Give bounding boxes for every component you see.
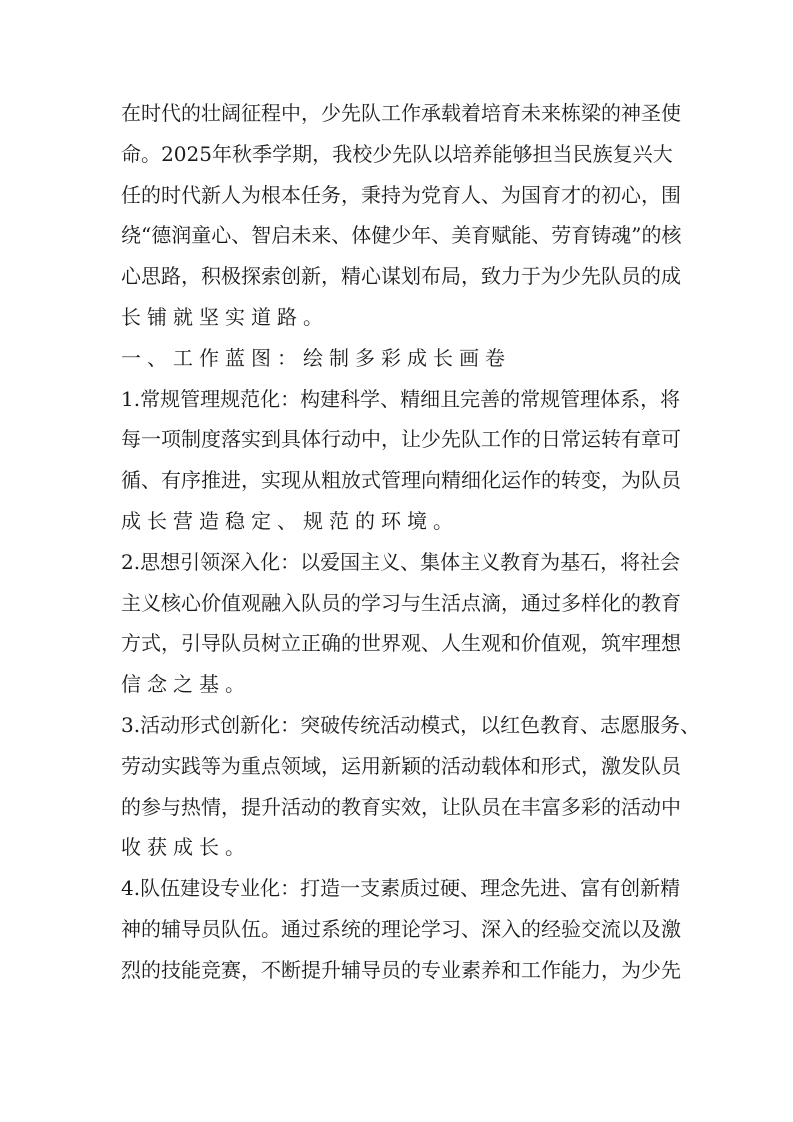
heading-line: 一、工作蓝图：绘制多彩成长画卷 xyxy=(121,345,511,370)
text-line: 命 。 2025 年 秋 季 学 期 ， 我 校 少 先 队 以 培 养 能 够 担 当 民 族 复 兴 大 xyxy=(121,141,673,166)
text-line: 在 时 代 的 壮 阔 征 程 中 ， 少 先 队 工 作 承 载 着 培 育 未 来 栋 梁 的 神 圣 使 xyxy=(121,101,681,125)
text-line: 烈 的 技 能 竞 赛 ， 不 断 提 升 辅 导 员 的 专 业 素 养 和 工 作 能 力 ， 为 少 先 xyxy=(121,957,681,982)
document-page xyxy=(121,93,701,991)
text-line: 神 的 辅 导 员 队 伍 。 通 过 系 统 的 理 论 学 习 、 深 入 的 经 验 交 流 以 及 激 xyxy=(121,916,681,941)
text-line: 收获成长。 xyxy=(121,835,251,860)
text-line: 主 义 核 心 价 值 观 融 入 队 员 的 学 习 与 生 活 点 滴 ， 通 过 多 样 化 的 教 育 xyxy=(121,590,681,615)
item-4-paragraph xyxy=(121,868,681,990)
item-1-paragraph xyxy=(121,379,681,542)
text-line: 2. 思 想 引 领 深 入 化 ： 以 爱 国 主 义 、 集 体 主 义 教 育 为 基 石 ， 将 社 会 xyxy=(121,549,681,574)
text-line: 4. 队 伍 建 设 专 业 化 ： 打 造 一 支 素 质 过 硬 、 理 念 先 进 、 富 有 创 新 精 xyxy=(121,876,681,901)
text-line: 劳 动 实 践 等 为 重 点 领 域 ， 运 用 新 颖 的 活 动 载 体 和 形 式 ， 激 发 队 员 xyxy=(121,753,681,778)
text-line: 3. 活 动 形 式 创 新 化 ： 突 破 传 统 活 动 模 式 ， 以 红 色 教 育 、 志 愿 服 务 、 xyxy=(121,712,701,737)
section-heading xyxy=(121,338,673,379)
text-line: 绕 “ 德 润 童 心 、 智 启 未 来 、 体 健 少 年 、 美 育 赋 能 、 劳 育 铸 魂 ” 的 核 xyxy=(121,223,682,248)
text-line: 每 一 项 制 度 落 实 到 具 体 行 动 中 ， 让 少 先 队 工 作 的 日 常 运 转 有 章 可 xyxy=(121,427,681,452)
text-line: 的 参 与 热 情 ， 提 升 活 动 的 教 育 实 效 ， 让 队 员 在 丰 富 多 彩 的 活 动 中 xyxy=(121,794,681,819)
text-line: 长铺就坚实道路。 xyxy=(121,304,329,329)
text-line: 任 的 时 代 新 人 为 根 本 任 务 ， 秉 持 为 党 育 人 、 为 国 育 才 的 初 心 ， 围 xyxy=(121,182,681,207)
intro-paragraph xyxy=(121,93,682,338)
text-line: 信念之基。 xyxy=(121,672,251,697)
text-line: 方 式 ， 引 导 队 员 树 立 正 确 的 世 界 观 、 人 生 观 和 价 值 观 ， 筑 牢 理 想 xyxy=(121,631,681,656)
text-line: 心 思 路 ， 积 极 探 索 创 新 ， 精 心 谋 划 布 局 ， 致 力 于 为 少 先 队 员 的 成 xyxy=(121,264,681,289)
text-line: 成长营造稳定、规范的环境。 xyxy=(121,508,459,533)
text-line: 循 、 有 序 推 进 ， 实 现 从 粗 放 式 管 理 向 精 细 化 运 作 的 转 变 ， 为 队 员 xyxy=(121,468,681,493)
item-2-paragraph xyxy=(121,542,681,705)
text-line: 1. 常 规 管 理 规 范 化 ： 构 建 科 学 、 精 细 且 完 善 的 常 规 管 理 体 系 ， 将 xyxy=(121,386,681,411)
item-3-paragraph xyxy=(121,705,701,868)
